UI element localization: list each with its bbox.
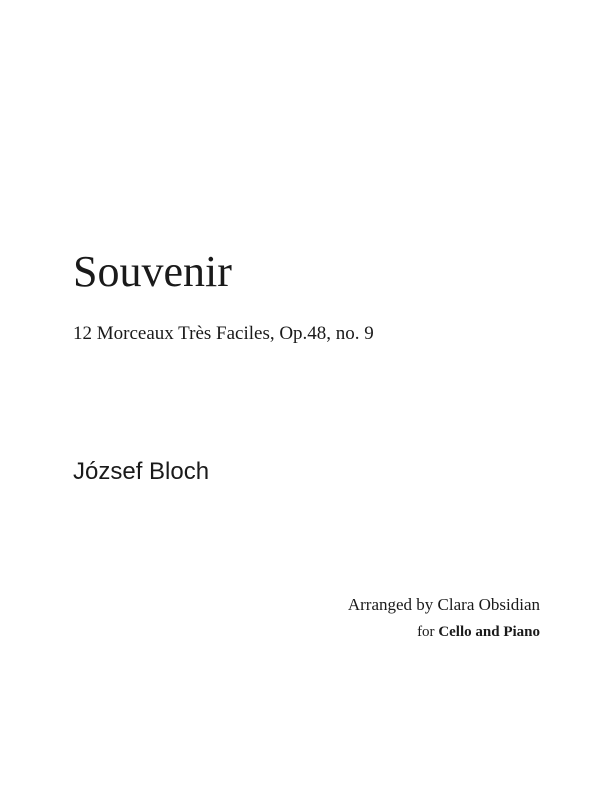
opus-subtitle: 12 Morceaux Très Faciles, Op.48, no. 9 (73, 323, 374, 344)
instrumentation-line (417, 625, 540, 640)
piece-title: Souvenir (73, 247, 232, 296)
arranger-credit: Arranged by Clara Obsidian (347, 595, 540, 614)
instrumentation-prefix: for (417, 624, 435, 640)
composer-name: József Bloch (73, 458, 210, 485)
instrumentation-instruments: Cello and Piano (438, 624, 540, 640)
